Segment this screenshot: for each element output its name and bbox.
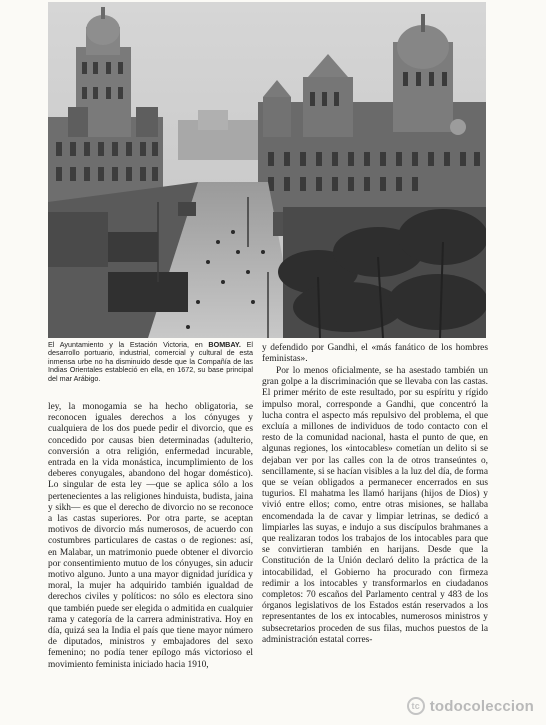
watermark (407, 697, 534, 715)
caption-location: BOMBAY. (208, 340, 241, 349)
left-paragraph-1: ley, la monogamia se ha hecho obligatoria, se reconocen iguales derechos a los cónyuges y cualquiera de los dos puede pedir el divorcio, que es concedido por causas bien determinadas (adulterio, conversión a otra religión, enfermedad incurable, entrada en la vida monástica, incumplimiento de los deberes conyugales, abandono del hogar doméstico). Lo singular de esta ley —que se aplica sólo a los pertenecientes a las religiones hinduista, budista, jaina y sikh— es que el derecho de divorcio no se reconoce a las castas superiores. Por otra parte, se aceptan motivos de divorcio más numerosos, de acuerdo con costumbres particulares de castas o de regiones: así, en Malabar, un matrimonio puede obtener el divorcio por consentimiento mutuo de los cónyuges, sin aducir motivo alguno. Junto a una mayor dignidad jurídica y moral, la mujer ha adquirido también igualdad de derechos civiles y políticos: no sólo es electora sino que también puede ser elegida o admitida en cualquier rama y categoría de la carrera administrativa. Hoy en día, quizá sea la India el país que tiene mayor número de diputados, ministros y embajadores del sexo femenino; no podía tener epílogo más victorioso el movimiento feminista iniciado hacia 1910, (48, 402, 253, 670)
photo-caption (48, 341, 253, 383)
caption-text: El desarrollo portuario, industrial, comercial y cultural de esta inmensa urbe no ha disminuido desde que la Compañía de las Indias Orientales estableció en ella, en 1672, su base principal del mar Arábigo. (48, 340, 253, 383)
caption-prefix: El Ayuntamiento y la Estación Victoria, en (48, 340, 209, 349)
bombay-photo (48, 2, 486, 338)
watermark-text: todocoleccion (429, 697, 534, 715)
right-paragraph-1: y defendido por Gandhi, el «más fanático de los hombres feministas». (262, 343, 488, 365)
right-column-top (262, 343, 488, 365)
right-column (262, 366, 488, 646)
right-paragraph-2: Por lo menos oficialmente, se ha asestado también un gran golpe a la discriminación que se llevaba con las castas. El primer mérito de este resultado, por su espíritu y rígido impulso moral, corresponde a Gandhi, que concentró la lucha contra el aspecto más repulsivo del problema, el que excluía a millones de individuos de todo contacto con el resto de la comunidad nacional, hasta el punto de que, en algunas regiones, los «intocables» cometían un delito si se dejaban ver por las calles con la de otros transeúntes o, sencillamente, si se hacían visibles a la luz del día, de forma que se veían obligados a permanecer encerrados en sus tugurios. El mahatma les llamó harijans (hijos de Dios) y vivió entre ellos; como, entre otras misiones, se hallaba encomendada la de cavar y limpiar letrinas, se dedicó a limpiarles las suyas, e indujo a sus discípulos brahmanes a que realizaran todos los trabajos de los intocables para que se convirtieran también en harijans. Desde que la Constitución de la Unión declaró delito la práctica de la intocabilidad, el Gobierno ha procurado con firmeza redimir a los intocables y transformarlos en ciudadanos completos: 70 escaños del Parlamento central y 483 de los órganos legislativos de los Estados están reservados a los representantes de los ex intocables, numerosos ministros y subsecretarios proceden de sus filas, muchos puestos de la administración estatal corres- (262, 366, 488, 645)
left-column (48, 402, 253, 671)
watermark-logo-icon: tc (407, 697, 425, 715)
